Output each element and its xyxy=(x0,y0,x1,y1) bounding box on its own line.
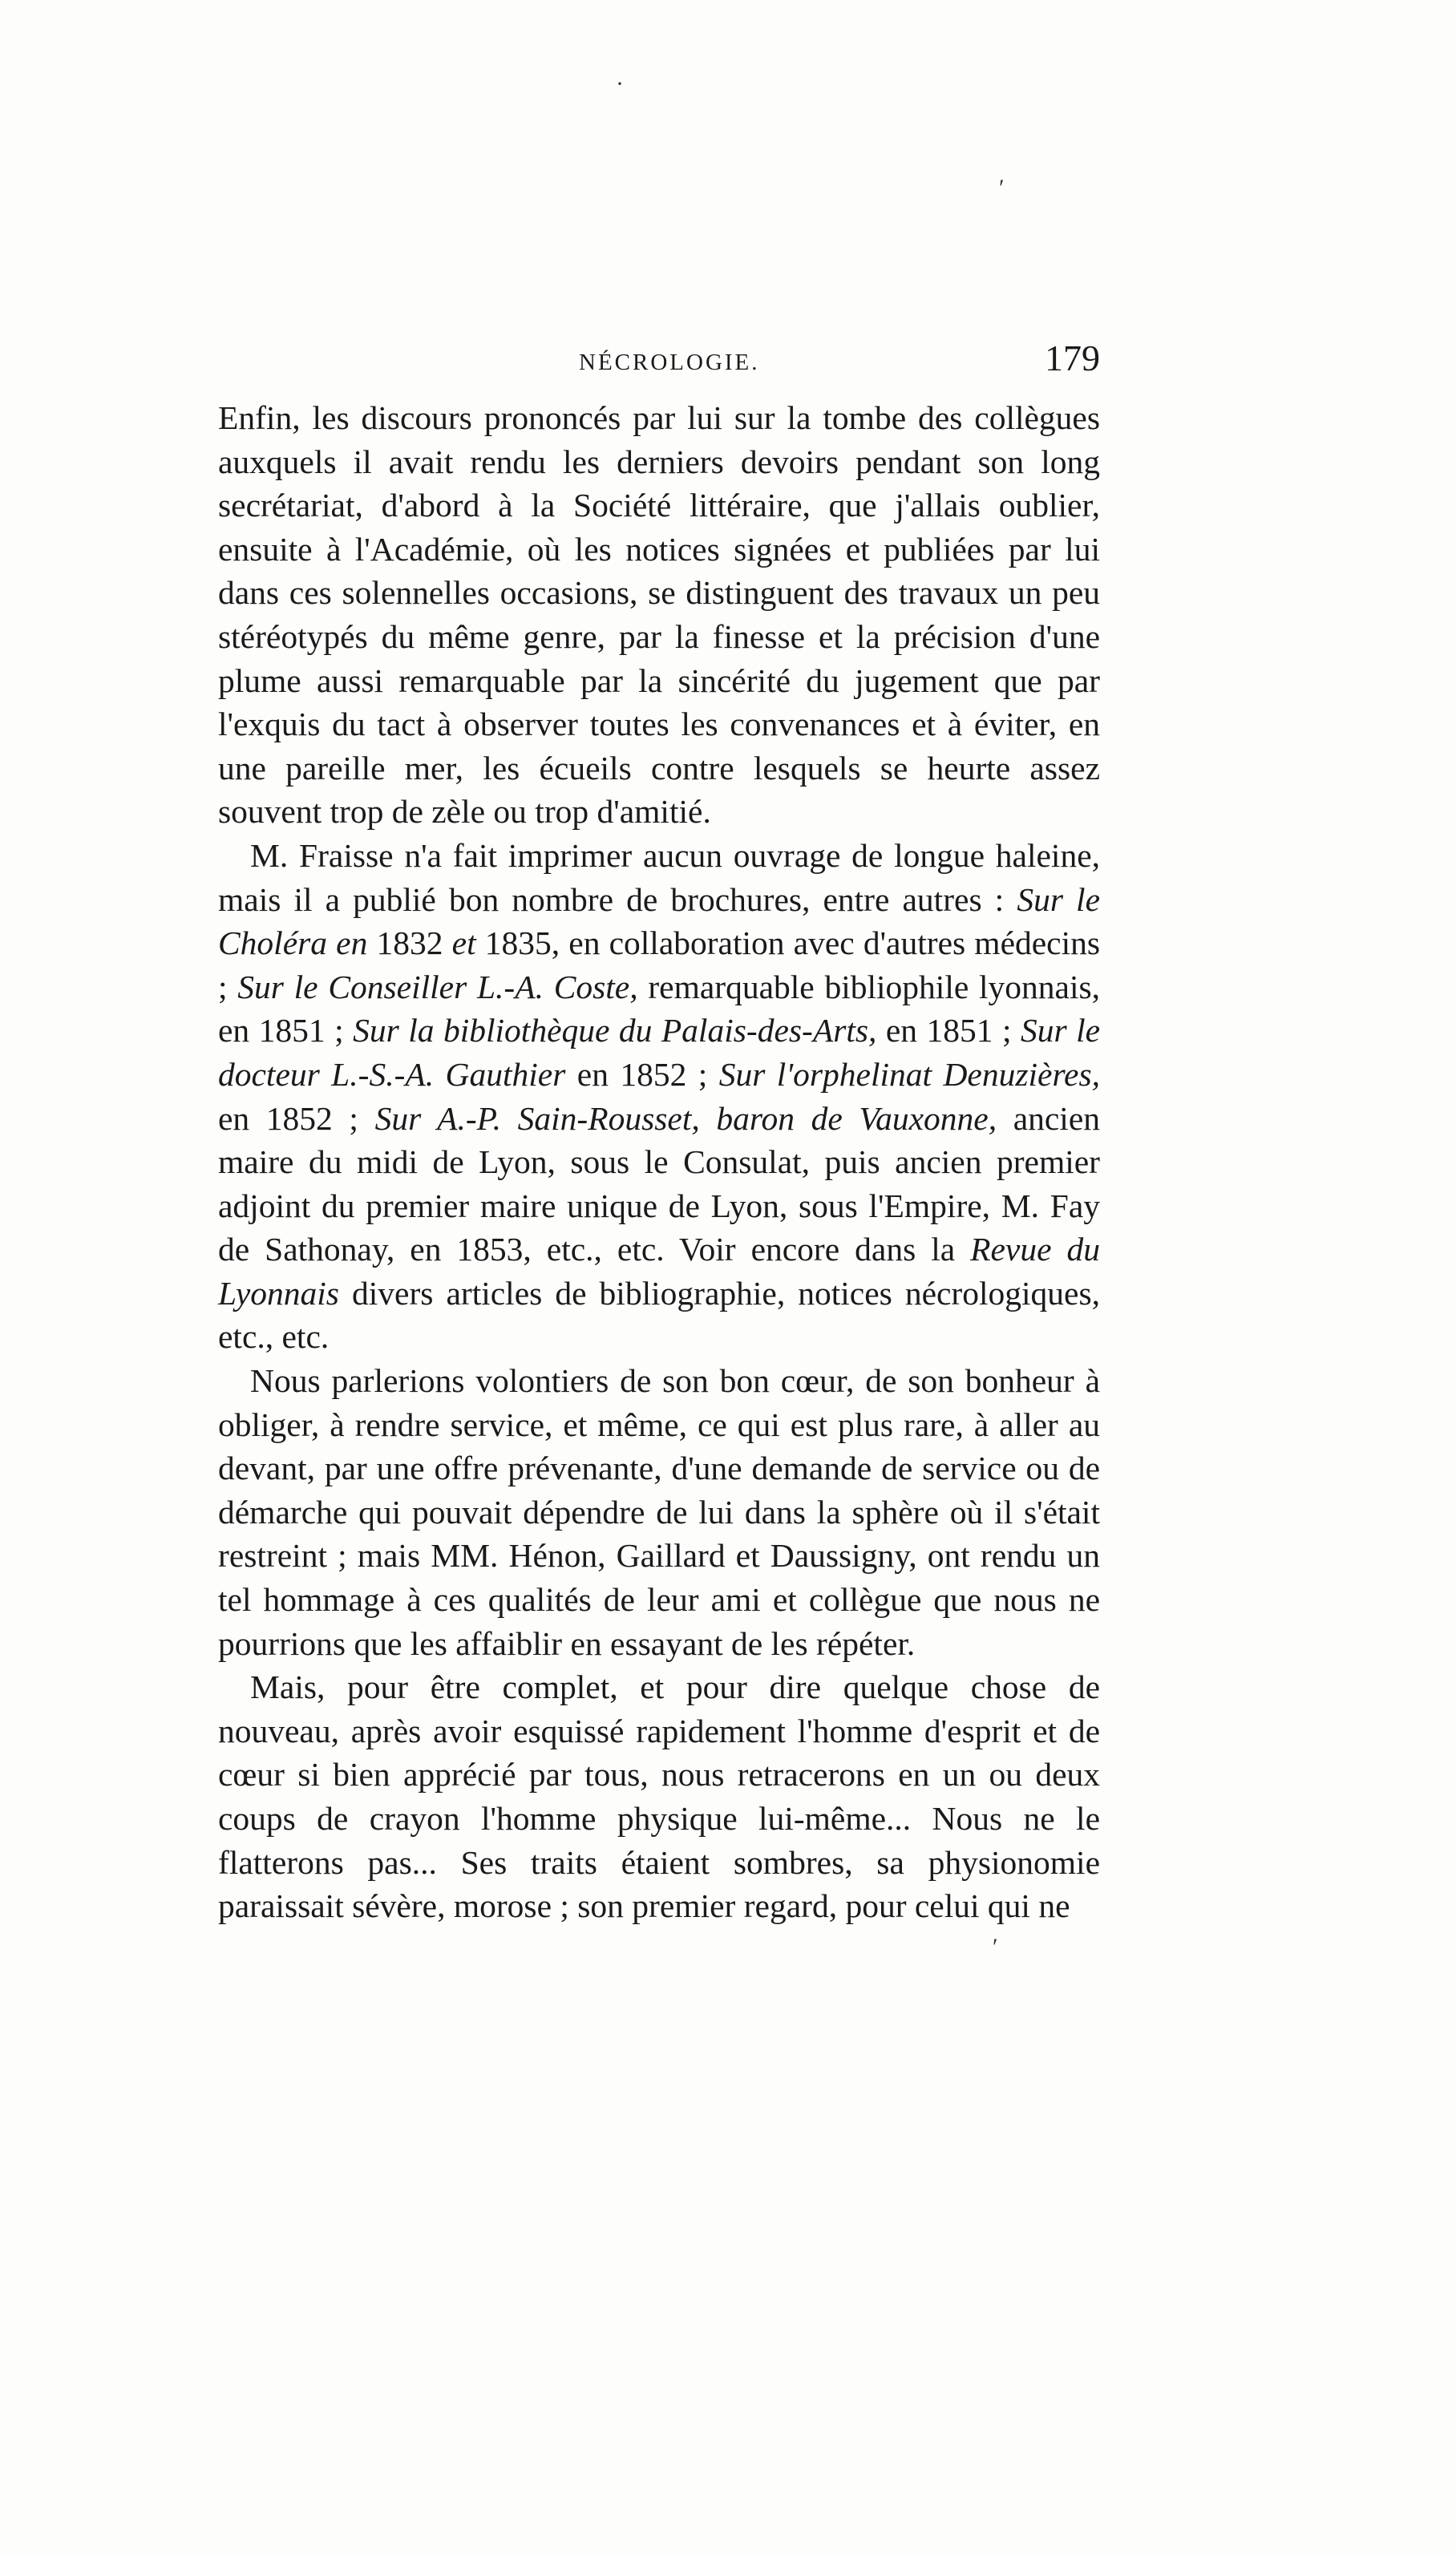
paragraph xyxy=(218,834,1100,1359)
paragraph xyxy=(218,396,1100,834)
speck-mark: · xyxy=(616,71,624,97)
text-segment: remarquable bibliophile lyonnais, en 1851 ; xyxy=(218,968,1101,1049)
italic-text-segment: Sur l'orphelinat Denuzières, xyxy=(718,1055,1100,1093)
text-segment: 1832 xyxy=(367,924,452,962)
paragraph xyxy=(218,1359,1100,1665)
paragraph xyxy=(218,1665,1100,1928)
italic-text-segment: Sur la bibliothèque du Palais-des-Arts, xyxy=(353,1012,877,1049)
text-segment: Enfin, les discours prononcés par lui sur la tombe des collègues auxquels il avait rendu les derniers devoirs pendant son long secrétariat, d'abord à la Société littéraire, que j'allais oublier, ensuite à l'Académie, où les notices signées et publiées par lui dans ces solennelles occasions, se distinguent des travaux un peu stéréotypés du même genre, par la finesse et la précision d'une plume aussi remarquable par la sincérité du jugement que par l'exquis du tact à observer toutes les convenances et à éviter, en une pareille mer, les écueils contre lesquels se heurte assez souvent trop de zèle ou trop d'amitié. xyxy=(218,399,1100,831)
speck-mark: ′ xyxy=(993,1934,998,1960)
italic-text-segment: Revue du Lyonnais xyxy=(218,1231,1101,1312)
page-header xyxy=(218,335,1100,391)
text-segment: 1835, en collaboration avec d'autres médecins ; xyxy=(218,924,1101,1005)
italic-text-segment: Sur le Choléra en xyxy=(218,880,1100,962)
text-segment: divers articles de bibliographie, notices nécrologiques, etc., etc. xyxy=(218,1274,1100,1356)
italic-text-segment: Sur A.-P. Sain-Rousset, baron de Vauxonne, xyxy=(374,1099,997,1137)
running-head: NÉCROLOGIE. xyxy=(579,350,760,375)
italic-text-segment: Sur le docteur L.-S.-A. Gauthier xyxy=(218,1012,1101,1093)
italic-text-segment: Sur le Conseiller L.-A. Coste, xyxy=(237,968,638,1005)
text-segment: ancien maire du midi de Lyon, sous le Consulat, puis ancien premier adjoint du premier maire unique de Lyon, sous l'Empire, M. Fay de Sathonay, en 1853, etc., etc. Voir encore dans la xyxy=(218,1099,1101,1268)
speck-mark: ′ xyxy=(999,175,1005,201)
text-segment: Mais, pour être complet, et pour dire quelque chose de nouveau, après avoir esquissé rapidement l'homme d'esprit et de cœur si bien apprécié par tous, nous retracerons en un ou deux coups de crayon l'homme physique lui-même... Nous ne le flatterons pas... Ses traits étaient sombres, sa physionomie paraissait sévère, morose ; son premier regard, pour celui qui ne xyxy=(218,1668,1100,1925)
text-segment: M. Fraisse n'a fait imprimer aucun ouvrage de longue haleine, mais il a publié bon nombre de brochures, entre autres : xyxy=(218,836,1100,918)
body-text xyxy=(218,396,1100,1928)
page-number: 179 xyxy=(1045,338,1100,378)
text-segment: en 1851 ; xyxy=(876,1012,1021,1049)
text-segment: Nous parlerions volontiers de son bon cœur, de son bonheur à obliger, à rendre service, et même, ce qui est plus rare, à aller au devant, par une offre prévenante, d'une demande de service ou de démarche qui pouvait dépendre de lui dans la sphère où il s'était restreint ; mais MM. Hénon, Gaillard et Daussigny, ont rendu un tel hommage à ces qualités de leur ami et collègue que nous ne pourrions que les affaiblir en essayant de les répéter. xyxy=(218,1362,1100,1662)
italic-text-segment: et xyxy=(451,924,476,962)
text-segment: en 1852 ; xyxy=(218,1099,375,1137)
text-segment: en 1852 ; xyxy=(565,1055,719,1093)
